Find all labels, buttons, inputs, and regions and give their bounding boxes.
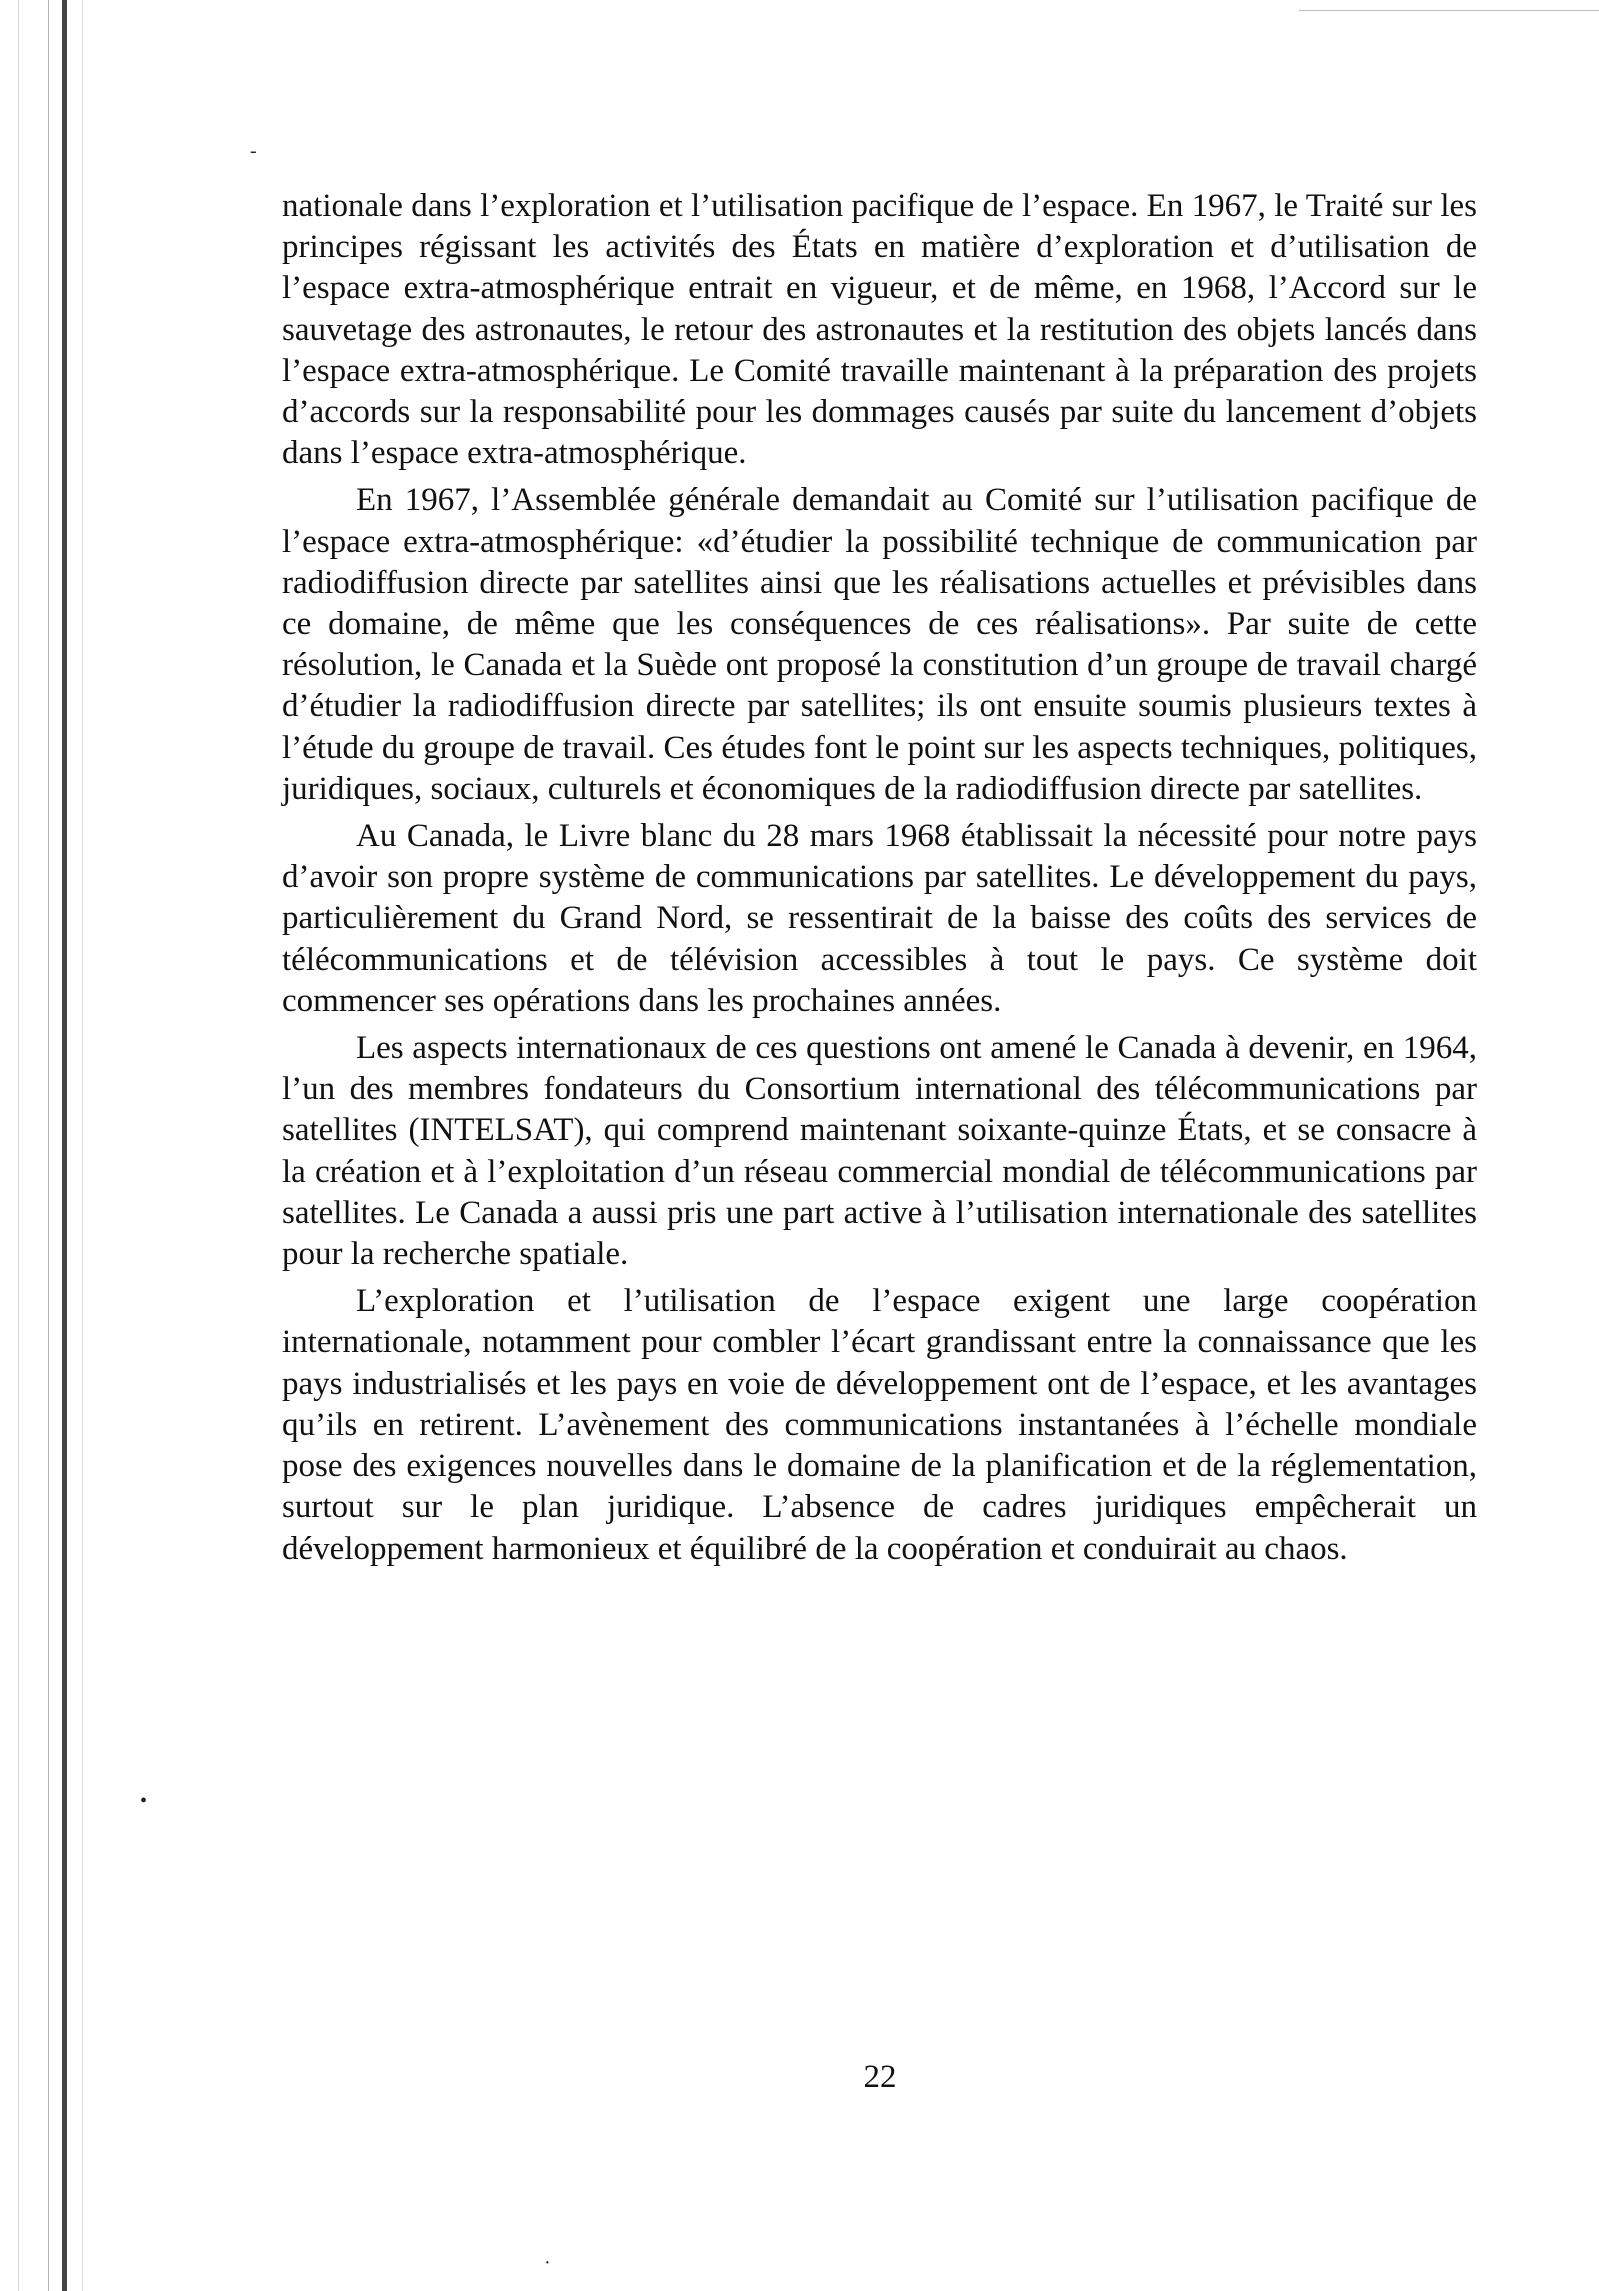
scan-speck: • bbox=[140, 1790, 148, 1812]
scan-speck: - bbox=[250, 140, 257, 162]
paragraph: En 1967, l’Assemblée générale demandait au Comité sur l’utilisation pacifique de l’espace extra-atmosphérique: «d’étudier la possibilité technique de communication par radiodiffusion directe par satellites ainsi que les réalisations actuelles et prévisibles dans ce domaine, de même que les conséquences de ces réalisations». Par suite de cette résolution, le Canada et la Suède ont proposé la constitution d’un groupe de travail chargé d’étudier la radiodiffusion directe par satellites; ils ont ensuite soumis plusieurs textes à l’étude du groupe de travail. Ces études font le point sur les aspects techniques, politiques, juridiques, sociaux, culturels et économiques de la radiodiffusion directe par satellites. bbox=[282, 482, 1477, 807]
paragraph: L’exploration et l’utilisation de l’espace exigent une large coopération internationale, notamment pour combler l’écart grandissant entre la connaissance que les pays industrialisés et les pays en voie de développement ont de l’espace, et les avantages qu’ils en retirent. L’avènement des communications instantanées à l’échelle mondiale pose des exigences nouvelles dans le domaine de la planification et de la réglementation, surtout sur le plan juridique. L’absence de cadres juridiques empêcherait un développement harmonieux et équilibré de la coopération et conduirait au chaos. bbox=[282, 1283, 1477, 1567]
body-text bbox=[282, 186, 1477, 1576]
binding-line bbox=[62, 0, 67, 2291]
paragraph: nationale dans l’exploration et l’utilisation pacifique de l’espace. En 1967, le Traité sur les principes régissant les activités des États en matière d’exploration et d’utilisation de l’espace extra-atmosphérique entrait en vigueur, et de même, en 1968, l’Accord sur le sauvetage des astronautes, le retour des astronautes et la restitution des objets lancés dans l’espace extra-atmosphérique. Le Comité travaille maintenant à la préparation des projets d’accords sur la responsabilité pour les dommages causés par suite du lancement d’objets dans l’espace extra-atmosphérique. bbox=[282, 188, 1477, 472]
paragraph: Au Canada, le Livre blanc du 28 mars 1968 établissait la nécessité pour notre pays d’avoir son propre système de communications par satellites. Le développement du pays, particulièrement du Grand Nord, se ressentirait de la baisse des coûts des services de télécommunications et de télévision accessibles à tout le pays. Ce système doit commencer ses opérations dans les prochaines années. bbox=[282, 818, 1477, 1019]
scan-speck: · bbox=[544, 2252, 551, 2274]
binding-line bbox=[18, 0, 19, 2291]
binding-edge bbox=[0, 0, 95, 2291]
page-number: 22 bbox=[863, 2059, 897, 2095]
binding-line bbox=[82, 0, 83, 2291]
binding-line bbox=[48, 0, 49, 2291]
paragraph: Les aspects internationaux de ces questions ont amené le Canada à devenir, en 1964, l’un des membres fondateurs du Consortium international des télécommunications par satellites (INTELSAT), qui comprend maintenant soixante-quinze États, et se consacre à la création et à l’exploitation d’un réseau commercial mondial de télécommunications par satellites. Le Canada a aussi pris une part active à l’utilisation internationale des satellites pour la recherche spatiale. bbox=[282, 1030, 1477, 1273]
scan-top-rule bbox=[1299, 10, 1599, 11]
